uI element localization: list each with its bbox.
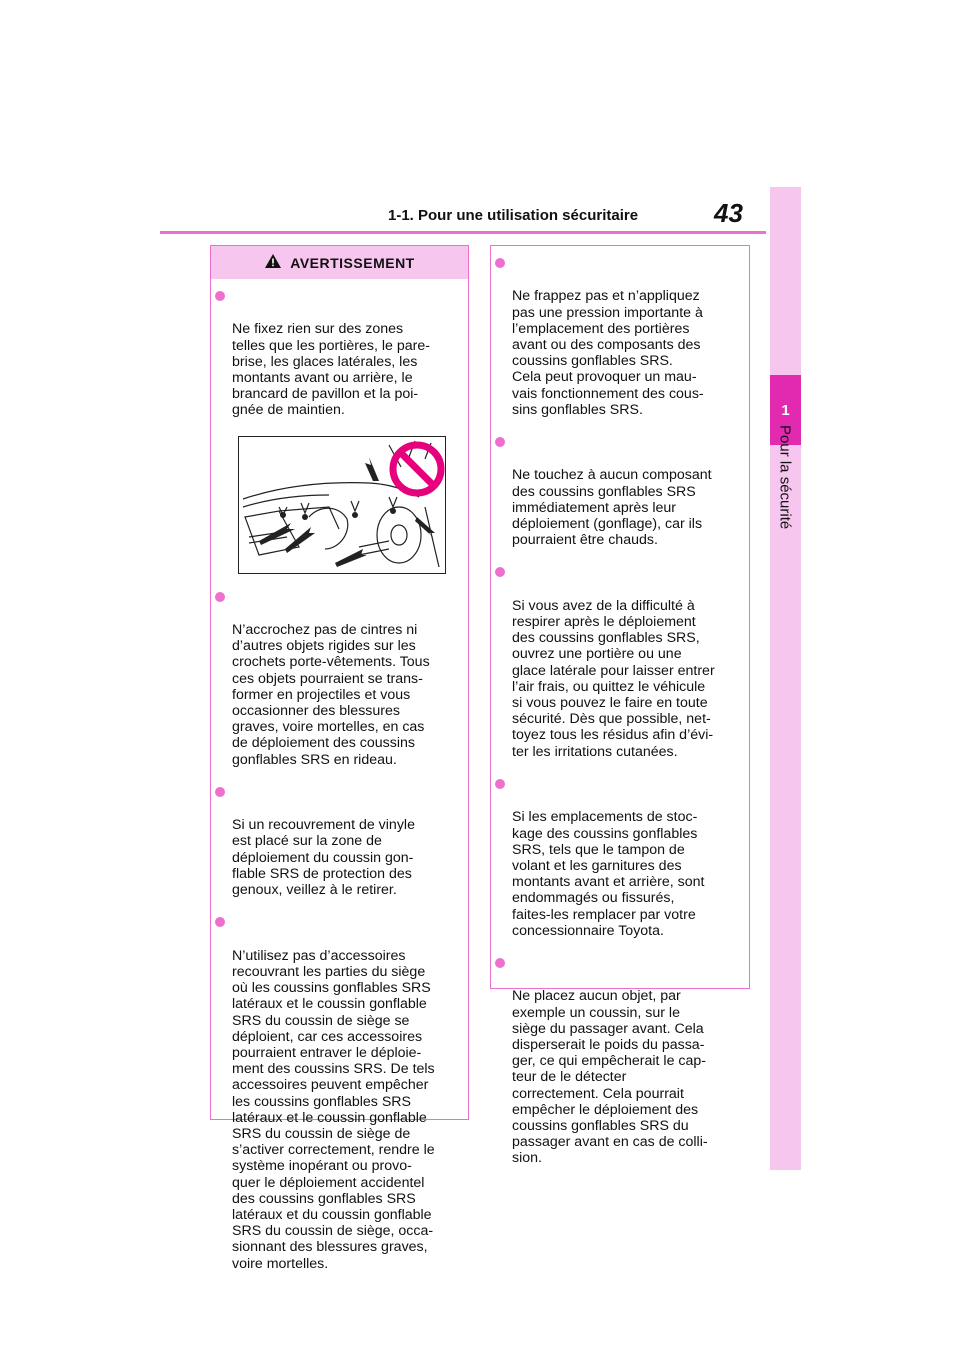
bullet-icon	[495, 779, 505, 789]
list-item-text: Si vous avez de la difficulté à respirer après le déploiement des coussins gonflables SRS, ouvrez une portière ou une glace latérale pour laisser entrer l’air frais, ou quittez le véhicule si vous pouvez le faire en toute sécurité. Dès que possible, net- toyez tous les résidus afin d’évi- ter les irritations cutanées.	[512, 597, 715, 760]
list-item-text: N’utilisez pas d’accessoires recouvrant les parties du siège où les coussins gonflables SRS latéraux et le coussin gonflable SRS du coussin de siège se déploient, car ces accessoires pourraient entraver le déploie- ment des coussins SRS. De tels accessoires peuvent empêcher les coussins gonflables SRS latéraux et le coussin gonflable SRS du coussin de siège de s’activer correctement, rendre le système inopérant ou provo- quer le déploiement accidentel des coussins gonflables SRS latéraux et du coussin gonflable SRS du coussin de siège, occa- sionnant des blessures graves, voire mortelles.	[232, 947, 435, 1272]
warning-triangle-icon	[264, 253, 282, 272]
list-item	[494, 435, 741, 548]
warning-heading-text: AVERTISSEMENT	[290, 254, 415, 271]
bullet-icon	[495, 958, 505, 968]
list-item	[214, 590, 460, 768]
list-item	[494, 956, 741, 1167]
chapter-tab-strip	[770, 187, 801, 1170]
section-title: 1-1. Pour une utilisation sécuritaire	[388, 207, 639, 224]
car-interior-drawing	[239, 437, 445, 573]
list-item	[214, 785, 460, 898]
list-item	[214, 289, 460, 419]
list-item	[494, 256, 741, 418]
illustration-car-interior	[238, 436, 446, 574]
list-item-text: Ne placez aucun objet, par exemple un coussin, sur le siège du passager avant. Cela disperserait le poids du passa- ger, ce qui empêcherait le cap- teur de le détecter correctement. Cela pourrait empêcher le déploiement des coussins gonflables SRS du passager avant en cas de colli- sion.	[512, 988, 708, 1167]
chapter-label: Pour la sécurité	[776, 425, 794, 530]
chapter-number: 1	[770, 375, 801, 445]
list-item-text: Ne fixez rien sur des zones telles que les portières, le pare- brise, les glaces latérales, les montants avant ou arrière, le brancard de pavillon et la poi- gnée de maintien.	[232, 321, 430, 419]
list-item-text: Ne touchez à aucun composant des coussins gonflables SRS immédiatement après leur déploiement (gonflage), car ils pourraient être chauds.	[512, 467, 712, 549]
bullet-icon	[215, 291, 225, 301]
prohibition-icon	[393, 445, 441, 493]
bullet-icon	[495, 437, 505, 447]
warning-box-right	[490, 245, 750, 1167]
bullet-icon	[215, 917, 225, 927]
list-item	[494, 565, 741, 759]
warning-heading	[211, 246, 468, 279]
list-item	[214, 915, 460, 1271]
bullet-icon	[215, 787, 225, 797]
list-item-text: Ne frappez pas et n’appliquez pas une pression importante à l’emplacement des portières avant ou des composants des coussins gonflables SRS. Cela peut provoquer un mau- vais fonctionnement des cous- sins gonflables SRS.	[512, 288, 704, 418]
list-item	[494, 777, 741, 939]
page-number: 43	[714, 198, 743, 228]
warning-list-left	[211, 279, 468, 1272]
list-item-text: Si un recouvrement de vinyle est placé sur la zone de déploiement du coussin gon- flable SRS de protection des genoux, veillez à le retirer.	[232, 817, 415, 899]
header-divider	[160, 231, 766, 234]
bullet-icon	[215, 592, 225, 602]
bullet-icon	[495, 567, 505, 577]
warning-list-right	[491, 246, 749, 1167]
bullet-icon	[495, 258, 505, 268]
list-item-text: N’accrochez pas de cintres ni d’autres objets rigides sur les crochets porte-vêtements. Tous ces objets pourraient se trans- former en projectiles et vous occasionner des blessures graves, voire mortelles, en cas de déploiement des coussins gonflables SRS en rideau.	[232, 622, 430, 768]
list-item-text: Si les emplacements de stoc- kage des coussins gonflables SRS, tels que le tampon de volant et les garnitures des montants avant et arrière, sont endommagés ou fissurés, faites-les remplacer par votre concessionnaire Toyota.	[512, 809, 705, 939]
warning-box-left	[210, 245, 469, 1272]
